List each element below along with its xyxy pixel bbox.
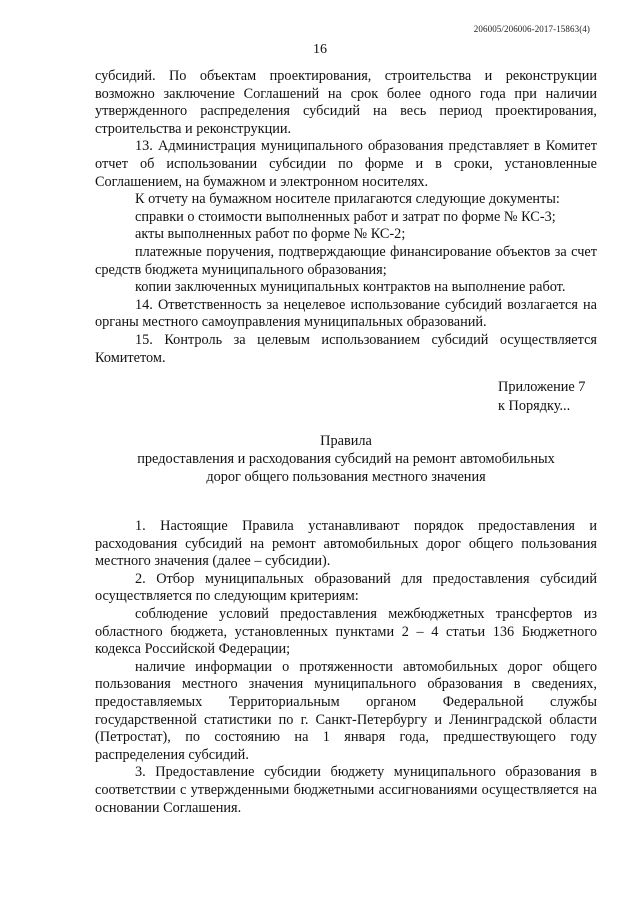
rules-subtitle-line-1: предоставления и расходования субсидий на ремонт автомобильных xyxy=(137,451,555,467)
rules-heading: Правила xyxy=(320,433,372,449)
paragraph-14: 14. Ответственность за нецелевое использование субсидий возлагается на органы местного самоуправления муниципальных образований. xyxy=(95,296,597,331)
paragraph-15: 15. Контроль за целевым использованием субсидий осуществляется Комитетом. xyxy=(95,331,597,366)
section-reporting xyxy=(95,68,597,367)
appendix-line-1: Приложение 7 xyxy=(498,379,586,395)
paragraph-contracts: копии заключенных муниципальных контрактов на выполнение работ. xyxy=(135,279,566,296)
section-rules xyxy=(95,518,597,817)
paragraph-ks2: акты выполненных работ по форме № КС-2; xyxy=(135,226,406,243)
rule-paragraph-3: 3. Предоставление субсидии бюджету муниципального образования в соответствии с утвержденными бюджетными ассигнованиями осуществляется на основании Соглашения. xyxy=(95,764,597,816)
paragraph-continuation: субсидий. По объектам проектирования, строительства и реконструкции возможно заключение Соглашений на срок более одного года при наличии утвержденного распределения субсидий на весь период проектирования, строительства и реконструкции. xyxy=(95,68,597,137)
rules-title xyxy=(95,432,597,486)
rule-paragraph-2: 2. Отбор муниципальных образований для предоставления субсидий осуществляется по следующим критериям: xyxy=(95,570,597,605)
appendix-line-2: к Порядку... xyxy=(498,398,571,414)
paragraph-report-docs: К отчету на бумажном носителе прилагаются следующие документы: xyxy=(135,191,560,208)
rule-paragraph-1: 1. Настоящие Правила устанавливают порядок предоставления и расходования субсидий на ремонт автомобильных дорог общего пользования местного значения (далее – субсидии). xyxy=(95,518,597,570)
appendix-reference xyxy=(498,378,585,416)
paragraph-payment-orders: платежные поручения, подтверждающие финансирование объектов за счет средств бюджета муниципального образования; xyxy=(95,243,597,278)
rule-criterion-roads-info: наличие информации о протяженности автомобильных дорог общего пользования местного значения муниципального образования в сведениях, предоставляемых Территориальным органом Федеральной службы государственной статистики по г. Санкт-Петербургу и Ленинградской области (Петростат), по состоянию на 1 января года, предшествующего году распределения субсидий. xyxy=(95,658,597,763)
paragraph-13: 13. Администрация муниципального образования представляет в Комитет отчет об использовании субсидии по форме и в сроки, установленные Соглашением, на бумажном и электронном носителях. xyxy=(95,138,597,190)
document-id: 206005/206006-2017-15863(4) xyxy=(473,24,590,34)
rule-criterion-budget: соблюдение условий предоставления межбюджетных трансфертов из областного бюджета, установленных пунктами 2 – 4 статьи 136 Бюджетного кодекса Российской Федерации; xyxy=(95,605,597,658)
rules-subtitle-line-2: дорог общего пользования местного значения xyxy=(206,469,486,485)
page-number: 16 xyxy=(313,42,327,57)
paragraph-ks3: справки о стоимости выполненных работ и затрат по форме № КС-3; xyxy=(135,208,556,225)
